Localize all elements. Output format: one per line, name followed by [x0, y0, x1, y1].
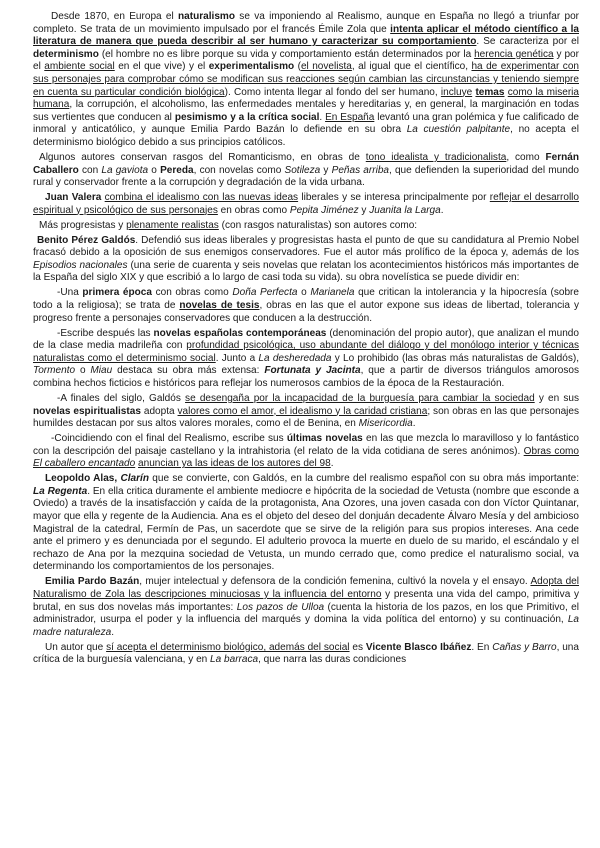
text-run: profundidad psicológica, uso abundante del diálogo y del monólogo interior y técnicas naturalistas como el determinismo social — [33, 340, 579, 364]
text-run: combina el idealismo con las nuevas ideas — [104, 192, 299, 204]
text-run: Miau — [90, 365, 113, 377]
paragraph-galdos-espiritualistas — [33, 393, 579, 431]
text-run: con obras como — [151, 287, 233, 299]
text-run: incluye — [440, 86, 473, 98]
text-run: La barraca — [210, 654, 259, 666]
text-run: , que narra las duras condiciones — [258, 654, 407, 666]
text-run: Pereda — [160, 164, 194, 176]
text-run: Emilia Pardo Bazán — [45, 576, 140, 588]
text-run: y Lo prohibido (las obras más naturalistas de Galdós), — [331, 352, 580, 364]
text-run: temas — [475, 86, 505, 98]
text-run: , que defienden la superioridad del mundo rural y conservador frente a la corrupción y degradación de la vida urbana. — [33, 164, 580, 189]
text-run: Algunos autores conservan rasgos del Romanticismo, en obras de — [39, 151, 366, 163]
text-run: levantó una gran polémica y fue calificado de inmoral y anticatólico, y aunque Emilia Pardo Bazán lo defiende en su obra — [33, 111, 579, 136]
text-run: Juan Valera — [45, 192, 102, 204]
text-run: , una crítica de la burguesía valenciana, y en — [33, 641, 579, 666]
text-run: La madre naturaleza — [33, 614, 579, 638]
text-run: novelas espiritualistas — [33, 405, 141, 417]
text-run-wrapper — [120, 473, 148, 484]
text-run: . En ella critica duramente el ambiente mediocre e hipócrita de la sociedad de Vetusta (nombre que esconde a Oviedo) a través de la insatisfacción y caída de la protagonista, Ana Ozores, una joven casada con don Víctor Quintanar, mayor que ella y regente de la Audiencia. Ana es el objeto del deseo del donjuán decadente Álvaro Mesía y del ambicioso Magistral de la catedral, Fermín de Pas, un sacerdote que se sirve de la religión para sus propios intereses. Ana cede ante el primero y es denunciada por el segundo. El adulterio provoca la muerte en duelo de su marido, el escándalo y el rechazo de Ana por la mezquina sociedad de Vetusta, un mundo cerrado que, como predice el naturalismo social, va determinando los comportamientos de los personajes. — [33, 485, 579, 573]
text-run: , al igual que el científico, — [351, 61, 472, 73]
text-run: Tormento — [33, 365, 76, 377]
text-run: , con novelas como — [193, 164, 285, 176]
text-run: reflejar el desarrollo espiritual y psicológico de sus personajes — [33, 192, 580, 216]
text-run: es — [349, 641, 366, 653]
text-run: (con rasgos naturalistas) son autores como: — [218, 219, 418, 231]
text-run: en obras como — [217, 204, 290, 216]
text-run: ( — [294, 61, 301, 73]
text-run: destaca su obra más extensa: — [112, 365, 265, 377]
text-run: Clarín — [120, 473, 149, 485]
text-run: ). Como intenta llegar al fondo del ser humano, — [224, 86, 441, 98]
text-run: ; son obras en las que personajes humildes destacan por sus altos valores morales, como el de Benina, en — [33, 405, 579, 430]
text-run: . — [111, 626, 114, 638]
text-run: como la miseria humana — [33, 86, 579, 111]
text-run: La gaviota — [101, 164, 149, 176]
paragraph-juan-valera — [33, 192, 579, 217]
text-run: , mujer intelectual y defensora de la condición femenina, cultivó la novela y el ensayo. — [139, 576, 531, 588]
text-run: Cañas y Barro — [492, 641, 557, 653]
paragraph-galdos-ultimas-novelas — [33, 433, 579, 471]
paragraph-progresistas — [33, 220, 579, 233]
text-run: liberales y se interesa principalmente por — [298, 192, 490, 204]
text-run: pesimismo y a la crítica social — [174, 111, 320, 123]
text-run: . — [412, 418, 416, 430]
text-run: adopta — [140, 405, 178, 417]
text-run: Marianela — [310, 287, 355, 299]
text-run: . Se caracteriza por el — [476, 36, 579, 48]
text-run: Más progresistas y — [39, 219, 127, 231]
text-run: determinismo — [33, 48, 99, 60]
text-run: en las que mezcla lo maravilloso y lo fantástico con la descripción del paisaje castellano y la intrahistoria (el relato de la vida cotidiana de seres anónimos). — [33, 433, 580, 457]
text-run: Juanita la Larga — [369, 204, 441, 216]
text-run: ambiente social — [44, 61, 115, 73]
paragraph-galdos-primera-epoca — [33, 287, 579, 325]
text-run: . Junto a — [215, 352, 259, 364]
text-run: Benito Pérez Galdós — [37, 234, 136, 246]
text-run: , obras en las que el autor expone sus ideas de libertad, tolerancia y progreso frente a personajes conservadores que conducen a la destrucción. — [33, 300, 579, 324]
text-run: Sotileza — [284, 164, 321, 176]
text-run: (una serie de cuarenta y seis novelas que relatan los acontecimientos históricos más importantes de la España del siglo XIX y que escribió a lo largo de casi toda su vida). su obra novelística se puede dividir en: — [33, 259, 579, 284]
text-run-wrapper — [264, 365, 360, 376]
text-run: y — [320, 164, 332, 176]
text-run: Doña Perfecta — [232, 287, 298, 299]
text-run: sí acepta el determinismo biológico, además del social — [106, 641, 350, 653]
text-run: , como — [506, 151, 546, 163]
text-run: Un autor que — [45, 641, 107, 653]
paragraph-clarin — [33, 473, 579, 574]
text-run: Adopta del Naturalismo de Zola las descripciones minuciosas y la influencia del entorno — [33, 576, 579, 601]
text-run: en el que vive) y el — [114, 61, 209, 73]
text-run: El caballero encantado — [33, 458, 136, 470]
paragraph-romanticismo — [33, 152, 579, 190]
text-run: se desengaña por la incapacidad de la burguesía para cambiar la sociedad — [185, 392, 535, 404]
text-run: (el hombre no es libre porque su vida y comportamiento están determinados por la — [98, 48, 475, 60]
text-run: se va imponiendo al Realismo, aunque en España no llegó a triunfar por completo. Se trata de un movimiento impulsado por el francés Émile Zola que — [33, 11, 579, 35]
text-run: Los pazos de Ulloa — [236, 601, 325, 613]
text-run: Fernán Caballero — [33, 151, 580, 176]
text-run: En España — [325, 111, 375, 123]
text-run: experimentalismo — [208, 61, 295, 73]
text-run: y en sus — [534, 392, 580, 404]
text-run: que se convierte, con Galdós, en la cumbre del realismo español con su obra más importante: — [148, 473, 579, 485]
text-run: Fortunata y Jacinta — [264, 365, 361, 377]
text-run: , que a partir de diversos triángulos amorosos combina hechos ficticios e históricos para reflejar los numerosos cambios de la época de la Restauración. — [33, 365, 579, 389]
text-run-wrapper — [33, 486, 87, 497]
text-run: novelas de tesis — [179, 300, 260, 312]
text-run: herencia genética — [474, 48, 554, 60]
text-run: que critican la intolerancia y la hipocresía (sobre todo a la religiosa); se trata de — [33, 287, 579, 312]
paragraph-galdos — [33, 235, 579, 285]
paragraph-naturalismo — [33, 11, 579, 150]
paragraph-pardo-bazan — [33, 576, 579, 639]
text-run: -Una — [57, 287, 83, 299]
text-run: . — [330, 458, 334, 470]
text-run: últimas novelas — [286, 433, 363, 445]
text-run: -Coincidiendo con el final del Realismo, escribe sus — [51, 433, 287, 445]
text-run: Desde 1870, en Europa el — [51, 11, 179, 22]
text-run: La Regenta — [33, 485, 88, 497]
text-run: novelas españolas contemporáneas — [153, 327, 327, 339]
text-run: y por el — [33, 48, 579, 73]
text-run: tono idealista y tradicionalista — [365, 151, 507, 163]
text-run: ha de experimentar con sus personajes para comprobar cómo se modifican sus reacciones según cambian las circunstancias y teniendo siempre en cuenta su particular condición biológica — [33, 61, 580, 98]
text-run: con — [78, 164, 102, 176]
text-run: o — [75, 365, 91, 377]
text-run: (denominación del propio autor), que analizan el mundo de la clase media madrileña con — [33, 327, 579, 352]
text-run: . — [319, 111, 326, 123]
text-run: -Escribe después las — [57, 327, 154, 339]
text-run: , la corrupción, el alcoholismo, las enfermedades mentales y hereditarias y, en general, la marginación en todas sus vertientes que conducen al — [33, 99, 579, 123]
text-run: -A finales del siglo, Galdós — [57, 392, 186, 404]
text-run: La desheredada — [258, 352, 332, 364]
text-run: intenta aplicar el método científico a la literatura de manera que pueda describir al ser humano y caracterizar su comportamiento — [33, 23, 579, 48]
text-run: o — [148, 164, 161, 176]
text-run: Misericordia — [358, 418, 413, 430]
text-run: . — [440, 204, 444, 216]
text-run: La cuestión palpitante — [406, 124, 511, 136]
text-run: naturalismo — [178, 11, 235, 22]
text-run: anuncian ya las ideas de los autores del 98 — [138, 458, 331, 470]
text-run: Peñas arriba — [331, 164, 389, 176]
text-run: Episodios nacionales — [33, 259, 128, 271]
text-run: Obras como — [523, 445, 579, 457]
text-run: valores como el amor, el idealismo y la caridad cristiana — [177, 405, 428, 417]
text-run: , no acepta el determinismo biológico debido a sus principios católicos. — [33, 124, 579, 148]
text-run: Vicente Blasco Ibáñez — [365, 641, 472, 653]
text-run: o — [297, 287, 311, 299]
text-run: . En — [471, 641, 493, 653]
text-run: y presenta una vida del campo, primitiva y brutal, en sus dos novelas más importantes: — [33, 589, 579, 613]
text-run: y — [358, 204, 370, 216]
text-run: plenamente realistas — [126, 219, 219, 231]
text-run: Pepita Jiménez — [289, 204, 359, 216]
text-run: Leopoldo Alas, — [45, 473, 121, 485]
text-run: . Defendió sus ideas liberales y progresistas hasta el punto de que su candidatura al Premio Nobel fracasó debido a la oposición de sus enemigos conservadores. Fue el autor más prolífico de la época y, además de los — [33, 234, 579, 259]
text-run: (cuenta la historia de los pazos, en los que Primitivo, el administrador, usurpa el poder y la influencia del marqués y domina la vida política del entorno) y su continuación, — [33, 601, 579, 626]
text-run: primera época — [82, 287, 152, 299]
paragraph-galdos-novelas-contemporaneas — [33, 328, 579, 391]
paragraph-blasco-ibanez — [33, 642, 579, 667]
text-run: el novelista — [300, 61, 352, 73]
